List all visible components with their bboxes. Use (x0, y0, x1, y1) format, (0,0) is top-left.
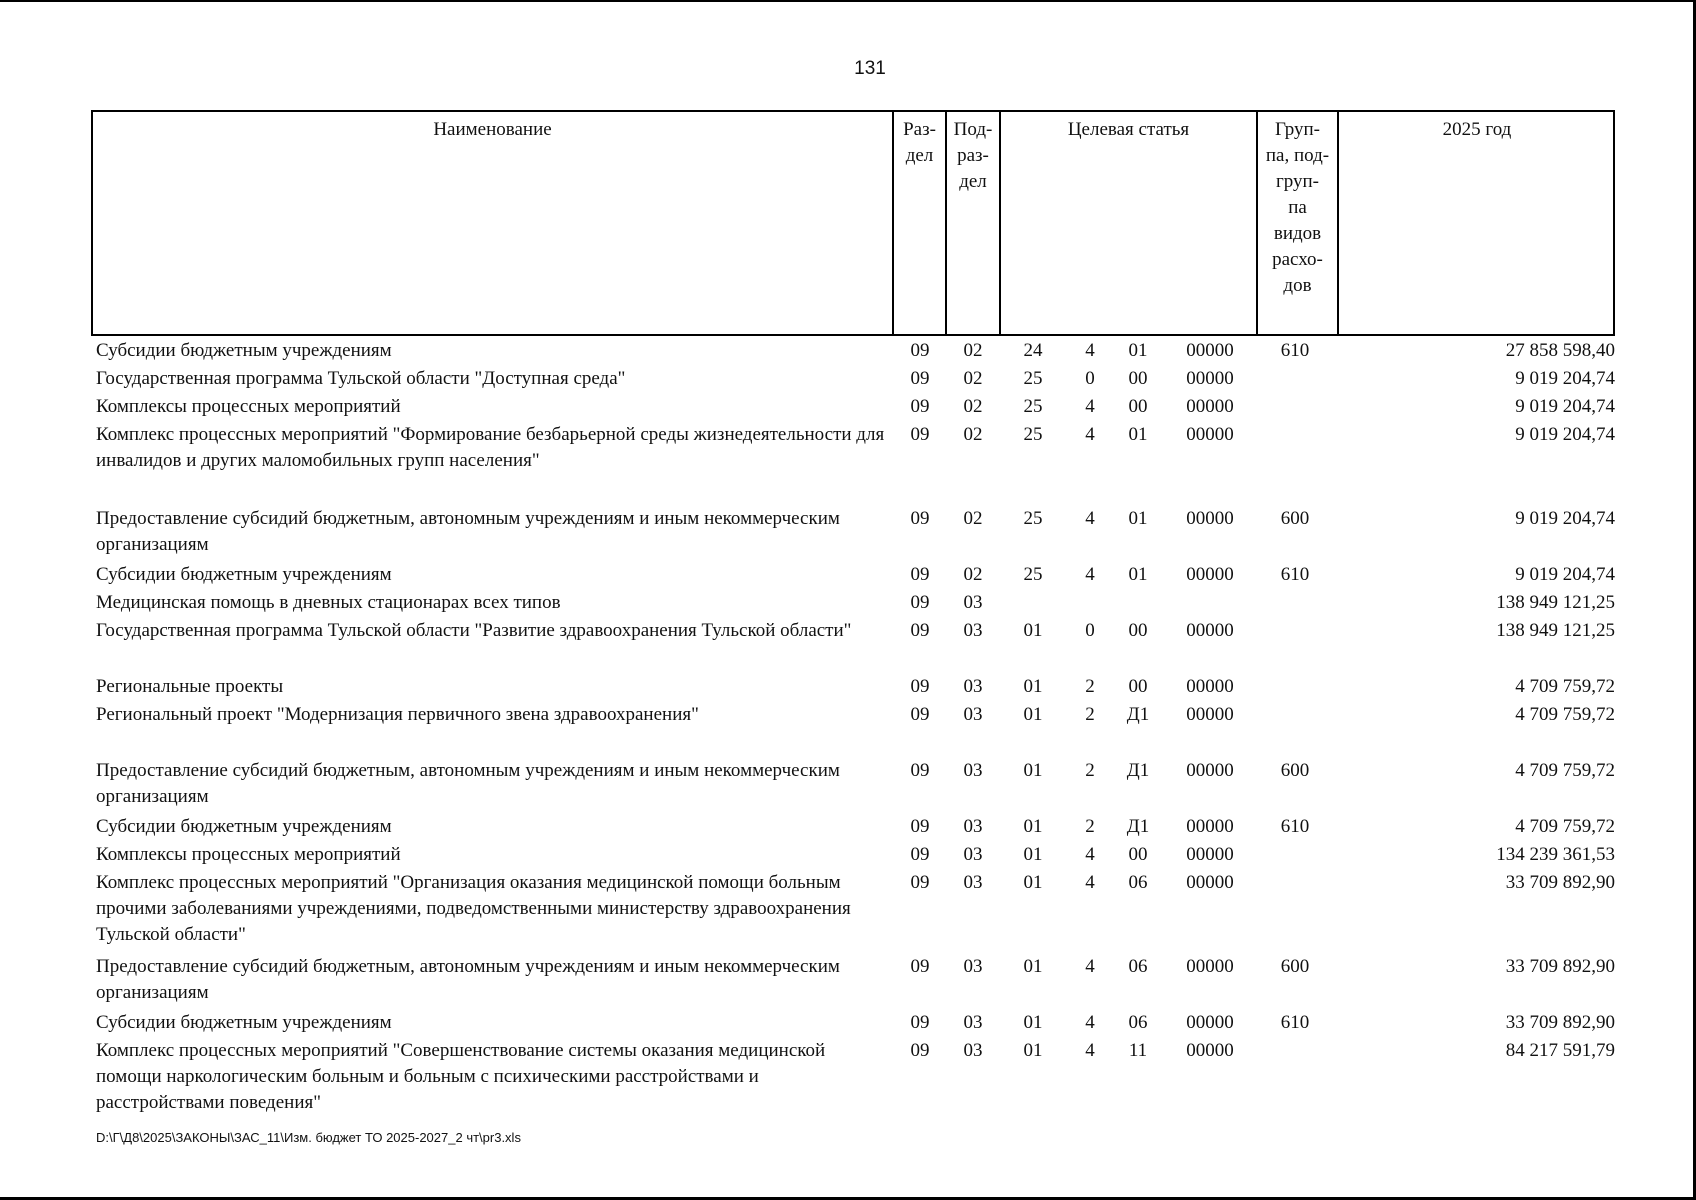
row-expense-group: 610 (1280, 1012, 1310, 1033)
row-podrazdel: 02 (963, 508, 983, 529)
row-amount: 138 949 121,25 (1496, 620, 1615, 641)
row-target-program: 01 (1023, 816, 1043, 837)
row-amount: 4 709 759,72 (1515, 704, 1615, 725)
row-razdel: 09 (910, 1040, 930, 1061)
row-target-program: 01 (1023, 704, 1043, 725)
row-expense-group: 600 (1280, 956, 1310, 977)
row-target-type: 2 (1085, 760, 1095, 781)
row-name: Комплекс процессных мероприятий "Совершенствование системы оказания медицинской помощи наркологическим больным и больным с психическими расстройствами и расстройствами поведения" (96, 1040, 826, 1113)
row-razdel: 09 (910, 396, 930, 417)
row-target-element: 00 (1128, 396, 1148, 417)
row-amount: 9 019 204,74 (1515, 368, 1615, 389)
table-row (0, 842, 1696, 870)
row-target-direction: 00000 (1186, 396, 1234, 417)
row-name: Комплексы процессных мероприятий (96, 844, 401, 865)
row-target-program: 01 (1023, 1012, 1043, 1033)
row-target-element: 01 (1128, 564, 1148, 585)
row-target-element: Д1 (1126, 704, 1150, 725)
header-year: 2025 год (1442, 119, 1512, 140)
table-row (0, 1038, 1696, 1122)
row-podrazdel: 02 (963, 564, 983, 585)
page-number: 131 (854, 58, 886, 79)
row-podrazdel: 03 (963, 1012, 983, 1033)
row-target-type: 4 (1085, 396, 1095, 417)
row-target-type: 2 (1085, 704, 1095, 725)
row-amount: 4 709 759,72 (1515, 676, 1615, 697)
row-name: Региональные проекты (96, 676, 284, 697)
row-amount: 33 709 892,90 (1505, 956, 1615, 977)
row-target-type: 2 (1085, 676, 1095, 697)
row-amount: 134 239 361,53 (1496, 844, 1615, 865)
row-razdel: 09 (910, 1012, 930, 1033)
row-target-program: 01 (1023, 1040, 1043, 1061)
row-target-type: 4 (1085, 564, 1095, 585)
row-podrazdel: 03 (963, 704, 983, 725)
header-razdel: Раз- дел (903, 119, 936, 166)
row-target-type: 0 (1085, 368, 1095, 389)
header-podrazdel: Под- раз- дел (953, 119, 993, 192)
row-name: Комплекс процессных мероприятий "Организация оказания медицинской помощи больным прочими заболеваниями учреждениями, подведомственными министерству здравоохранения Тульской области" (96, 872, 851, 945)
row-target-type: 4 (1085, 1012, 1095, 1033)
row-amount: 9 019 204,74 (1515, 508, 1615, 529)
table-row (0, 674, 1696, 702)
row-target-program: 25 (1023, 508, 1043, 529)
table-row (0, 338, 1696, 366)
row-target-element: 00 (1128, 676, 1148, 697)
row-name: Предоставление субсидий бюджетным, автономным учреждениям и иным некоммерческим организациям (96, 760, 840, 807)
row-podrazdel: 03 (963, 844, 983, 865)
row-name: Региональный проект "Модернизация первичного звена здравоохранения" (96, 704, 699, 725)
row-target-program: 01 (1023, 844, 1043, 865)
row-name: Предоставление субсидий бюджетным, автономным учреждениям и иным некоммерческим организациям (96, 956, 840, 1003)
row-name: Государственная программа Тульской области "Доступная среда" (96, 368, 626, 389)
row-target-type: 4 (1085, 872, 1095, 893)
row-name: Субсидии бюджетным учреждениям (96, 340, 392, 361)
row-name: Государственная программа Тульской области "Развитие здравоохранения Тульской области" (96, 620, 852, 641)
row-target-type: 2 (1085, 816, 1095, 837)
row-razdel: 09 (910, 564, 930, 585)
row-name: Субсидии бюджетным учреждениям (96, 1012, 392, 1033)
row-target-direction: 00000 (1186, 564, 1234, 585)
row-target-direction: 00000 (1186, 1040, 1234, 1061)
row-expense-group: 610 (1280, 340, 1310, 361)
row-target-element: 06 (1128, 956, 1148, 977)
row-razdel: 09 (910, 844, 930, 865)
row-target-direction: 00000 (1186, 844, 1234, 865)
row-razdel: 09 (910, 760, 930, 781)
table-body (0, 338, 1696, 1122)
row-razdel: 09 (910, 424, 930, 445)
row-amount: 9 019 204,74 (1515, 424, 1615, 445)
row-target-program: 01 (1023, 956, 1043, 977)
row-target-element: 11 (1128, 1040, 1148, 1061)
table-row (0, 394, 1696, 422)
row-podrazdel: 02 (963, 368, 983, 389)
row-target-program: 01 (1023, 676, 1043, 697)
row-target-direction: 00000 (1186, 1012, 1234, 1033)
row-expense-group: 610 (1280, 816, 1310, 837)
row-target-element: Д1 (1126, 760, 1150, 781)
row-razdel: 09 (910, 956, 930, 977)
row-razdel: 09 (910, 508, 930, 529)
table-row (0, 758, 1696, 814)
row-amount: 33 709 892,90 (1505, 1012, 1615, 1033)
row-podrazdel: 02 (963, 424, 983, 445)
row-expense-group: 600 (1280, 760, 1310, 781)
row-podrazdel: 03 (963, 956, 983, 977)
row-target-element: 06 (1128, 872, 1148, 893)
row-razdel: 09 (910, 872, 930, 893)
table-row (0, 618, 1696, 674)
row-razdel: 09 (910, 816, 930, 837)
table-row (0, 506, 1696, 562)
footer-file-path: D:\Г\Д8\2025\ЗАКОНЫ\ЗАС_11\Изм. бюджет ТО 2025-2027_2 чт\pr3.xls (96, 1130, 521, 1145)
row-target-program: 25 (1023, 368, 1043, 389)
row-target-element: 00 (1128, 844, 1148, 865)
row-podrazdel: 03 (963, 1040, 983, 1061)
table-row (0, 562, 1696, 590)
row-target-direction: 00000 (1186, 424, 1234, 445)
row-amount: 9 019 204,74 (1515, 396, 1615, 417)
row-target-direction: 00000 (1186, 760, 1234, 781)
row-target-element: 00 (1128, 368, 1148, 389)
row-target-direction: 00000 (1186, 676, 1234, 697)
row-razdel: 09 (910, 592, 930, 613)
row-target-type: 4 (1085, 340, 1095, 361)
row-target-program: 25 (1023, 564, 1043, 585)
row-target-element: 01 (1128, 508, 1148, 529)
table-header (91, 110, 1615, 336)
row-amount: 138 949 121,25 (1496, 592, 1615, 613)
row-target-program: 01 (1023, 872, 1043, 893)
row-podrazdel: 03 (963, 592, 983, 613)
row-target-type: 0 (1085, 620, 1095, 641)
table-row (0, 702, 1696, 758)
row-name: Комплекс процессных мероприятий "Формирование безбарьерной среды жизнедеятельности для инвалидов и других маломобильных групп населения" (96, 424, 885, 471)
row-podrazdel: 02 (963, 396, 983, 417)
row-target-direction: 00000 (1186, 956, 1234, 977)
row-target-type: 4 (1085, 844, 1095, 865)
row-amount: 27 858 598,40 (1505, 340, 1615, 361)
row-target-type: 4 (1085, 956, 1095, 977)
row-podrazdel: 03 (963, 872, 983, 893)
row-razdel: 09 (910, 340, 930, 361)
row-target-direction: 00000 (1186, 872, 1234, 893)
table-row (0, 954, 1696, 1010)
row-razdel: 09 (910, 676, 930, 697)
row-target-type: 4 (1085, 1040, 1095, 1061)
row-podrazdel: 02 (963, 340, 983, 361)
row-target-program: 01 (1023, 760, 1043, 781)
row-target-program: 24 (1023, 340, 1043, 361)
row-name: Комплексы процессных мероприятий (96, 396, 401, 417)
row-target-direction: 00000 (1186, 508, 1234, 529)
row-podrazdel: 03 (963, 676, 983, 697)
table-row (0, 422, 1696, 506)
header-expense-group: Груп- па, под- груп- па видов расхо- дов (1265, 119, 1330, 296)
row-expense-group: 610 (1280, 564, 1310, 585)
row-target-element: 06 (1128, 1012, 1148, 1033)
row-target-program: 25 (1023, 396, 1043, 417)
row-target-program: 25 (1023, 424, 1043, 445)
row-razdel: 09 (910, 620, 930, 641)
table-row (0, 814, 1696, 842)
row-podrazdel: 03 (963, 760, 983, 781)
row-amount: 84 217 591,79 (1505, 1040, 1615, 1061)
row-amount: 33 709 892,90 (1505, 872, 1615, 893)
row-target-program: 01 (1023, 620, 1043, 641)
row-razdel: 09 (910, 368, 930, 389)
row-target-element: 00 (1128, 620, 1148, 641)
row-target-element: 01 (1128, 340, 1148, 361)
row-podrazdel: 03 (963, 620, 983, 641)
row-target-direction: 00000 (1186, 704, 1234, 725)
table-row (0, 1010, 1696, 1038)
row-name: Субсидии бюджетным учреждениям (96, 816, 392, 837)
table-row (0, 366, 1696, 394)
header-name: Наименование (433, 119, 552, 140)
row-target-element: 01 (1128, 424, 1148, 445)
row-expense-group: 600 (1280, 508, 1310, 529)
row-target-type: 4 (1085, 424, 1095, 445)
row-target-type: 4 (1085, 508, 1095, 529)
row-target-direction: 00000 (1186, 368, 1234, 389)
table-row (0, 590, 1696, 618)
row-razdel: 09 (910, 704, 930, 725)
row-amount: 9 019 204,74 (1515, 564, 1615, 585)
row-amount: 4 709 759,72 (1515, 760, 1615, 781)
header-target-article: Целевая статья (1067, 119, 1190, 140)
row-target-element: Д1 (1126, 816, 1150, 837)
row-name: Предоставление субсидий бюджетным, автономным учреждениям и иным некоммерческим организациям (96, 508, 840, 555)
row-name: Медицинская помощь в дневных стационарах всех типов (96, 592, 561, 613)
table-row (0, 870, 1696, 954)
row-podrazdel: 03 (963, 816, 983, 837)
row-name: Субсидии бюджетным учреждениям (96, 564, 392, 585)
row-target-direction: 00000 (1186, 340, 1234, 361)
row-target-direction: 00000 (1186, 620, 1234, 641)
row-amount: 4 709 759,72 (1515, 816, 1615, 837)
row-target-direction: 00000 (1186, 816, 1234, 837)
